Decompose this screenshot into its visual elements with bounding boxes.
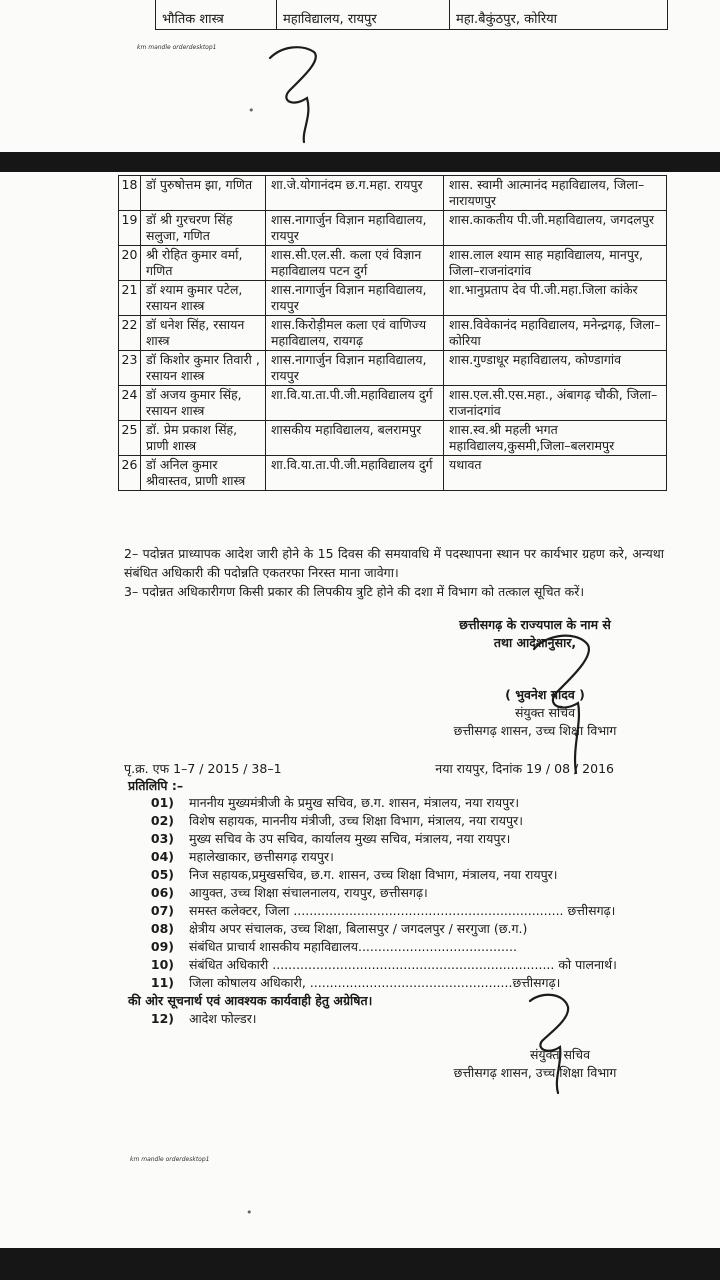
- table-row: [119, 246, 667, 281]
- table-row: [119, 281, 667, 316]
- to-college-cell: शास.एल.सी.एस.महा., अंबागढ़ चौकी, जिला–राजनांदगांव: [444, 386, 667, 421]
- list-item: [128, 794, 663, 812]
- signatory2-designation: संयुक्त सचिव: [529, 1047, 591, 1062]
- from-college-cell: शा.वि.या.ता.पी.जी.महाविद्यालय दुर्ग: [266, 386, 444, 421]
- from-college-cell: शास.किरोड़ीमल कला एवं वाणिज्य महाविद्यालय, रायगढ़: [266, 316, 444, 351]
- name-cell: डॉ श्री गुरचरण सिंह सलुजा, गणित: [141, 211, 266, 246]
- list-item: [128, 848, 663, 866]
- list-item-number: 12): [150, 1011, 174, 1026]
- list-item: [128, 956, 663, 974]
- name-cell: डॉ अजय कुमार सिंह, रसायन शास्त्र: [141, 386, 266, 421]
- signature-mark: [262, 38, 332, 146]
- footer-note: km mandle orderdesktop1: [130, 1156, 210, 1163]
- row-number-cell: 21: [119, 281, 141, 316]
- list-item: [128, 992, 663, 1010]
- table-row: [119, 316, 667, 351]
- name-cell: डॉ. प्रेम प्रकाश सिंह, प्राणी शास्त्र: [141, 421, 266, 456]
- order-line-2: तथा आदेशानुसार,: [493, 635, 577, 650]
- list-item: [128, 938, 663, 956]
- previous-page: [0, 0, 720, 152]
- table-row: [119, 351, 667, 386]
- prev-from-cell: महाविद्यालय, रायपुर: [277, 0, 450, 30]
- to-college-cell: शास. स्वामी आत्मानंद महाविद्यालय, जिला–नारायणपुर: [444, 176, 667, 211]
- list-item-number: 08): [150, 921, 174, 936]
- list-item-number: 10): [150, 957, 174, 972]
- to-college-cell: शास.विवेकानंद महाविद्यालय, मनेन्द्रगढ़, जिला–कोरिया: [444, 316, 667, 351]
- cc-list: [128, 794, 663, 1028]
- list-item-text: आयुक्त, उच्च शिक्षा संचालनालय, रायपुर, छत्तीसगढ़।: [189, 885, 428, 900]
- list-item-text: क्षेत्रीय अपर संचालक, उच्च शिक्षा, बिलासपुर / जगदलपुर / सरगुजा (छ.ग.): [189, 921, 528, 936]
- list-item: [128, 1010, 663, 1028]
- list-item-text: महालेखाकार, छत्तीसगढ़ रायपुर।: [189, 849, 334, 864]
- reference-line: [124, 760, 614, 777]
- list-item-number: 09): [150, 939, 174, 954]
- from-college-cell: शास.सी.एल.सी. कला एवं विज्ञान महाविद्यालय पटन दुर्ग: [266, 246, 444, 281]
- cc-heading: प्रतिलिपि :–: [128, 778, 184, 793]
- to-college-cell: शास.लाल श्याम साह महाविद्यालय, मानपुर, जिला–राजनांदगांव: [444, 246, 667, 281]
- table-row: [119, 211, 667, 246]
- list-item: [128, 812, 663, 830]
- prev-to-cell: महा.बैकुंठपुर, कोरिया: [450, 0, 668, 30]
- row-number-cell: 18: [119, 176, 141, 211]
- table-row: [119, 386, 667, 421]
- name-cell: डॉ किशोर कुमार तिवारी , रसायन शास्त्र: [141, 351, 266, 386]
- row-number-cell: 22: [119, 316, 141, 351]
- signatory2-department: छत्तीसगढ़ शासन, उच्च शिक्षा विभाग: [453, 1065, 617, 1080]
- row-number-cell: 23: [119, 351, 141, 386]
- list-item: [128, 866, 663, 884]
- list-item: [128, 920, 663, 938]
- signatory-name: ( भुवनेश यादव ): [505, 687, 585, 702]
- list-item-number: 05): [150, 867, 174, 882]
- from-college-cell: शास.नागार्जुन विज्ञान महाविद्यालय, रायपुर: [266, 211, 444, 246]
- name-cell: डॉ अनिल कुमार श्रीवास्तव, प्राणी शास्त्र: [141, 456, 266, 491]
- from-college-cell: शासकीय महाविद्यालय, बलरामपुर: [266, 421, 444, 456]
- signatory-department: छत्तीसगढ़ शासन, उच्च शिक्षा विभाग: [453, 723, 617, 738]
- to-college-cell: शास.स्व.श्री महली भगत महाविद्यालय,कुसमी,जिला–बलरामपुर: [444, 421, 667, 456]
- signature-mark: [512, 987, 582, 1097]
- from-college-cell: शा.वि.या.ता.पी.जी.महाविद्यालय दुर्ग: [266, 456, 444, 491]
- from-college-cell: शास.नागार्जुन विज्ञान महाविद्यालय, रायपुर: [266, 351, 444, 386]
- row-number-cell: 19: [119, 211, 141, 246]
- table-row: [119, 421, 667, 456]
- list-item-number: 11): [150, 975, 174, 990]
- list-item: [128, 884, 663, 902]
- from-college-cell: शास.नागार्जुन विज्ञान महाविद्यालय, रायपुर: [266, 281, 444, 316]
- to-college-cell: शा.भानुप्रताप देव पी.जी.महा.जिला कांकेर: [444, 281, 667, 316]
- list-item-text: मुख्य सचिव के उप सचिव, कार्यालय मुख्य सचिव, मंत्रालय, नया रायपुर।: [189, 831, 511, 846]
- paragraph-3: 3– पदोन्नत अधिकारीगण किसी प्रकार की लिपकीय त्रुटि होने की दशा में विभाग को तत्काल सूचित करें।: [124, 584, 585, 599]
- row-number-cell: 24: [119, 386, 141, 421]
- to-college-cell: यथावत: [444, 456, 667, 491]
- list-item-number: 06): [150, 885, 174, 900]
- to-college-cell: शास.काकतीय पी.जी.महाविद्यालय, जगदलपुर: [444, 211, 667, 246]
- signatory-designation: संयुक्त सचिव: [514, 705, 576, 720]
- name-cell: डॉ पुरुषोत्तम झा, गणित: [141, 176, 266, 211]
- name-cell: डॉ धनेश सिंह, रसायन शास्त्र: [141, 316, 266, 351]
- list-item-number: 01): [150, 795, 174, 810]
- table-row: [119, 456, 667, 491]
- list-item-number: 04): [150, 849, 174, 864]
- list-item: [128, 974, 663, 992]
- order-line-1: छत्तीसगढ़ के राज्यपाल के नाम से: [459, 617, 611, 632]
- to-college-cell: शास.गुण्डाधूर महाविद्यालय, कोण्डागांव: [444, 351, 667, 386]
- list-item-number: 07): [150, 903, 174, 918]
- row-number-cell: 25: [119, 421, 141, 456]
- list-item-text: विशेष सहायक, माननीय मंत्रीजी, उच्च शिक्षा विभाग, मंत्रालय, नया रायपुर।: [189, 813, 523, 828]
- reference-number: पृ.क्र. एफ 1–7 / 2015 / 38–1: [124, 761, 282, 776]
- forward-line: की ओर सूचनार्थ एवं आवश्यक कार्यवाही हेतु अग्रेषित।: [128, 993, 373, 1008]
- name-cell: डॉ श्याम कुमार पटेल, रसायन शास्त्र: [141, 281, 266, 316]
- list-item-number: 02): [150, 813, 174, 828]
- table-row: [119, 176, 667, 211]
- from-college-cell: शा.जे.योगानंदम छ.ग.महा. रायपुर: [266, 176, 444, 211]
- prev-name-cell: भौतिक शास्त्र: [156, 0, 277, 30]
- list-item-text: आदेश फोल्डर।: [189, 1011, 257, 1026]
- paragraph-2: 2– पदोन्नत प्राध्यापक आदेश जारी होने के 15 दिवस की समयावधि में पदस्थापना स्थान पर कार्यभार ग्रहण करे, अन्यथा संबंधित अधिकारी की पदोन्नति एकतरफा निरस्त माना जावेगा।: [124, 546, 664, 580]
- speck: •: [248, 104, 255, 117]
- previous-table: [155, 0, 668, 30]
- row-number-cell: 20: [119, 246, 141, 281]
- speck: •: [246, 1206, 253, 1219]
- list-item-text: संबंधित अधिकारी ....................................................................... को पालनार्थ।: [189, 957, 617, 972]
- order-page: [0, 172, 720, 1248]
- list-item: [128, 830, 663, 848]
- footer-note: km mandle orderdesktop1: [137, 44, 217, 51]
- list-item-text: समस्त कलेक्टर, जिला .................................................................... छत्तीसगढ़।: [189, 903, 616, 918]
- list-item: [128, 902, 663, 920]
- table-row: [156, 0, 668, 30]
- name-cell: श्री रोहित कुमार वर्मा, गणित: [141, 246, 266, 281]
- list-item-text: जिला कोषालय अधिकारी, ...................................................छत्तीसगढ़।: [189, 975, 561, 990]
- row-number-cell: 26: [119, 456, 141, 491]
- list-item-text: संबंधित प्राचार्य शासकीय महाविद्यालय........................................: [189, 939, 517, 954]
- signature-mark: [520, 627, 610, 777]
- list-item-text: निज सहायक,प्रमुखसचिव, छ.ग. शासन, उच्च शिक्षा विभाग, मंत्रालय, नया रायपुर।: [189, 867, 558, 882]
- list-item-text: माननीय मुख्यमंत्रीजी के प्रमुख सचिव, छ.ग. शासन, मंत्रालय, नया रायपुर।: [189, 795, 520, 810]
- list-item-number: 03): [150, 831, 174, 846]
- promotion-table: [118, 175, 667, 491]
- place-date: नया रायपुर, दिनांक 19 / 08 / 2016: [435, 761, 614, 776]
